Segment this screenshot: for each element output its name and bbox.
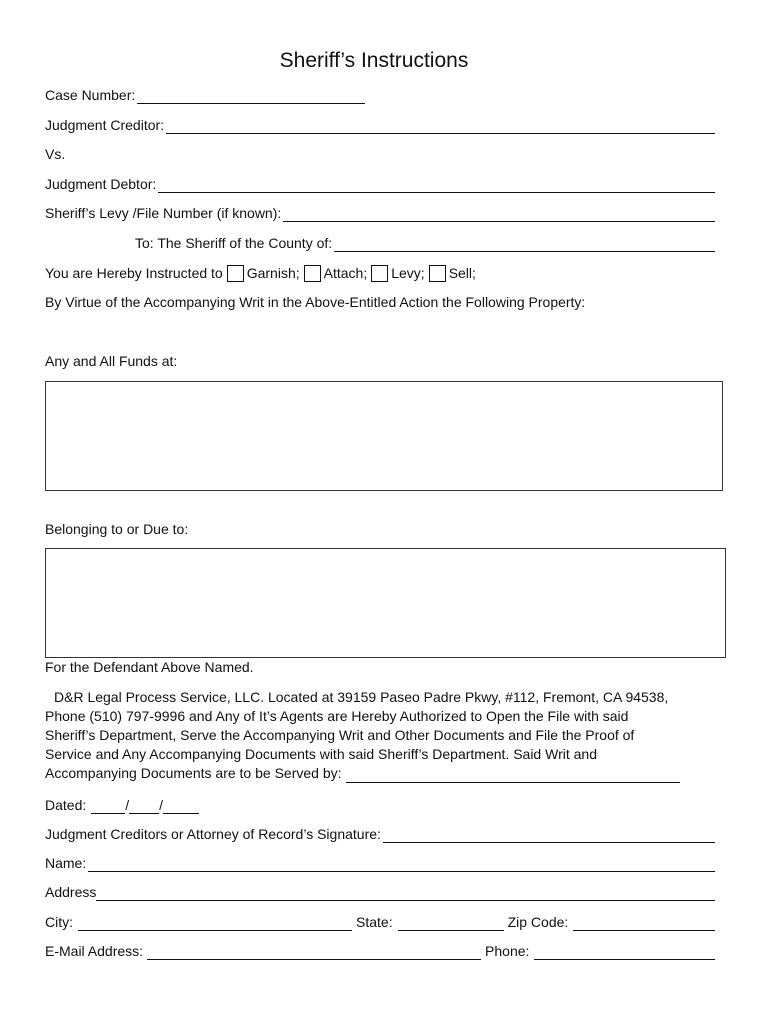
signature-field[interactable] (383, 828, 715, 843)
email-label: E-Mail Address: (45, 943, 144, 959)
funds-textbox[interactable] (45, 381, 723, 491)
phone-label: Phone: (485, 943, 530, 959)
belonging-row (45, 520, 188, 538)
levy-label: Levy; (391, 265, 425, 281)
defendant-text: For the Defendant Above Named. (45, 659, 254, 675)
funds-row (45, 352, 177, 370)
dated-separator: / (159, 797, 164, 813)
email-field[interactable] (147, 945, 481, 960)
authorization-line-5-row (45, 764, 680, 783)
sell-label: Sell; (448, 265, 476, 281)
page-title: Sheriff’s Instructions (279, 49, 469, 72)
signature-row (45, 825, 715, 843)
attach-checkbox[interactable] (304, 265, 321, 282)
address-row (45, 883, 715, 901)
judgment-creditor-field[interactable] (166, 119, 715, 134)
attach-label: Attach; (323, 265, 368, 281)
vs-label: Vs. (45, 146, 66, 162)
case-number-field[interactable] (137, 89, 365, 104)
to-sheriff-row (135, 234, 715, 252)
defendant-row (45, 658, 254, 676)
name-label: Name: (45, 855, 87, 871)
authorization-line-3: Sheriff’s Department, Serve the Accompanying Writ and Other Documents and File the Proof of (45, 727, 635, 743)
by-virtue-row (45, 293, 585, 311)
zip-label: Zip Code: (507, 914, 569, 930)
city-field[interactable] (78, 916, 352, 931)
judgment-creditor-row (45, 116, 715, 134)
state-field[interactable] (398, 916, 504, 931)
belonging-textbox[interactable] (45, 548, 726, 658)
dated-month-field[interactable] (91, 799, 125, 814)
belonging-label: Belonging to or Due to: (45, 521, 189, 537)
judgment-debtor-label: Judgment Debtor: (45, 176, 157, 192)
by-virtue-text: By Virtue of the Accompanying Writ in the Above-Entitled Action the Following Property: (45, 294, 586, 310)
levy-file-number-label: Sheriff’s Levy /File Number (if known): (45, 205, 282, 221)
dated-year-field[interactable] (163, 799, 199, 814)
to-sheriff-label: To: The Sheriff of the County of: (135, 235, 333, 251)
vs-row (45, 145, 65, 163)
served-by-field[interactable] (346, 768, 681, 783)
name-row (45, 854, 715, 872)
levy-file-number-field[interactable] (283, 207, 715, 222)
authorization-line-5: Accompanying Documents are to be Served by: (45, 765, 342, 781)
city-state-zip-row (45, 913, 715, 931)
garnish-checkbox[interactable] (227, 265, 244, 282)
authorization-paragraph (45, 688, 735, 783)
county-field[interactable] (334, 237, 715, 252)
instructed-row (45, 264, 476, 282)
levy-checkbox[interactable] (371, 265, 388, 282)
case-number-row (45, 86, 365, 104)
sell-checkbox[interactable] (429, 265, 446, 282)
case-number-label: Case Number: (45, 87, 136, 103)
email-phone-row (45, 942, 715, 960)
judgment-debtor-row (45, 175, 715, 193)
signature-label: Judgment Creditors or Attorney of Record’s Signature: (45, 826, 381, 842)
state-label: State: (356, 914, 393, 930)
judgment-creditor-label: Judgment Creditor: (45, 117, 165, 133)
funds-label: Any and All Funds at: (45, 353, 178, 369)
authorization-line-1: D&R Legal Process Service, LLC. Located at 39159 Paseo Padre Pkwy, #112, Fremont, CA 94538, (54, 689, 669, 705)
authorization-line-2: Phone (510) 797-9996 and Any of It’s Agents are Hereby Authorized to Open the File with said (45, 708, 629, 724)
phone-field[interactable] (534, 945, 715, 960)
city-label: City: (45, 914, 73, 930)
name-field[interactable] (88, 857, 715, 872)
dated-day-field[interactable] (129, 799, 159, 814)
address-label: Address (45, 884, 97, 900)
zip-field[interactable] (573, 916, 715, 931)
judgment-debtor-field[interactable] (158, 178, 715, 193)
levy-file-number-row (45, 204, 715, 222)
dated-row (45, 796, 199, 814)
dated-separator: / (125, 797, 130, 813)
instructed-label: You are Hereby Instructed to (45, 265, 223, 281)
address-field[interactable] (96, 886, 715, 901)
dated-label: Dated: (45, 797, 87, 813)
authorization-line-4: Service and Any Accompanying Documents with said Sheriff’s Department. Said Writ and (45, 746, 597, 762)
garnish-label: Garnish; (246, 265, 300, 281)
